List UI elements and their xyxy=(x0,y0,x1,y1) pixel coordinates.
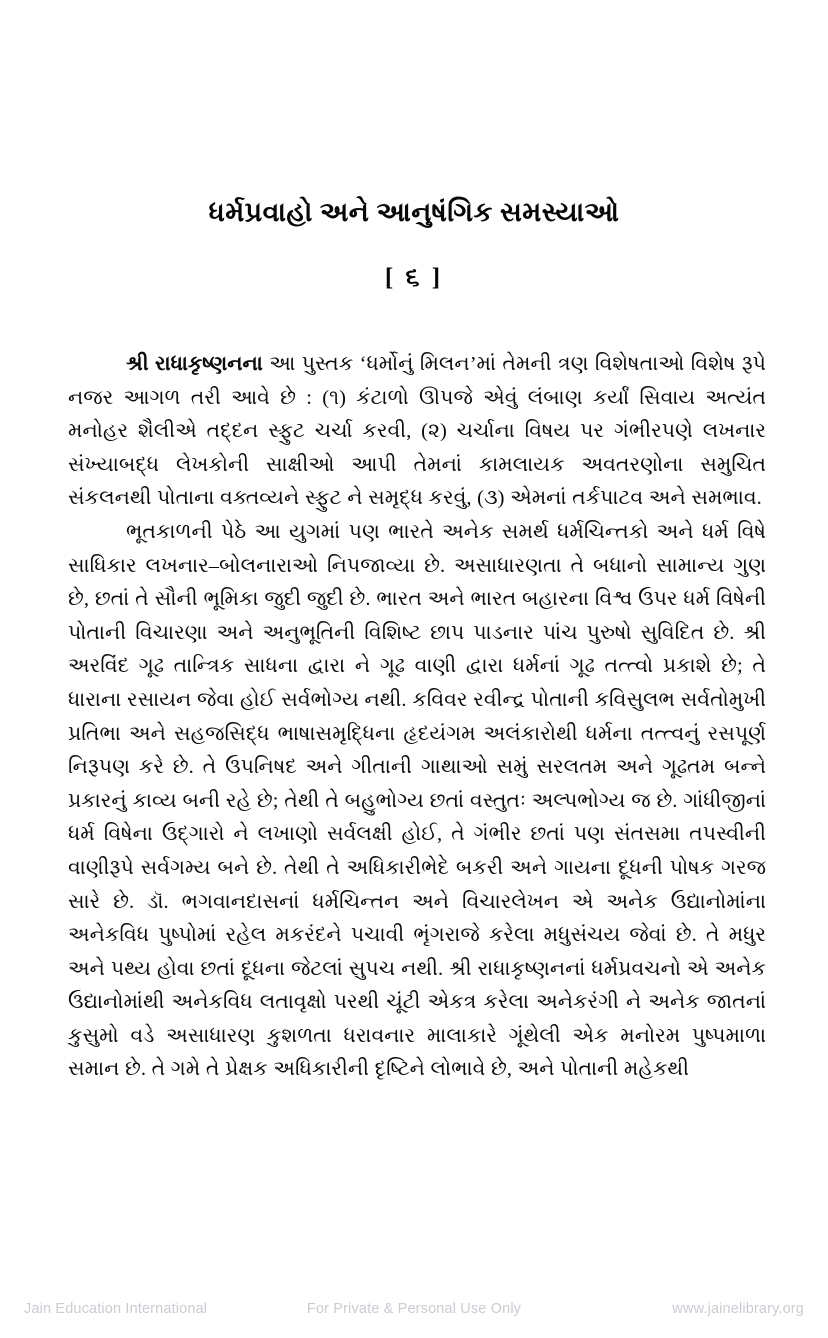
page-footer xyxy=(0,1296,828,1322)
paragraph-2 xyxy=(68,516,766,1087)
paragraph-1-text: આ પુસ્તક ‘ધર્મોનું મિલન’માં તેમની ત્રણ વિશેષતાઓ વિશેષ રૂપે નજર આગળ તરી આવે છે : (૧) કંટાળો ઊપજે એવું લંબાણ કર્યાં સિવાય અત્યંત મનોહર શૈલીએ તદ્દન સ્ફુટ ચર્ચા કરવી, (૨) ચર્ચાના વિષય પર ગંભીરપણે લખનાર સંખ્યાબદ્ધ લેખકોની સાક્ષીઓ આપી તેમનાં કામલાયક અવતરણોના સમુચિત સંકલનથી પોતાના વક્તવ્યને સ્ફુટ ને સમૃદ્ધ કરવું, (૩) એમનાં તર્કપાટવ અને સમભાવ. xyxy=(68,353,766,510)
paragraph-2-text: ભૂતકાળની પેઠે આ યુગમાં પણ ભારતે અનેક સમર્થ ધર્મચિન્તકો અને ધર્મ વિષે સાધિકાર લખનાર–બોલનારાઓ નિપજાવ્યા છે. અસાધારણતા તે બધાનો સામાન્ય ગુણ છે, છતાં તે સૌની ભૂમિકા જુદી જુદી છે. ભારત અને ભારત બહારના વિશ્વ ઉપર ધર્મ વિષેની પોતાની વિચારણા અને અનુભૂતિની વિશિષ્ટ છાપ પાડનાર પાંચ પુરુષો સુવિદિત છે. શ્રી અરવિંદ ગૂઢ તાન્ત્રિક સાધના દ્વારા ને ગૂઢ વાણી દ્વારા ધર્મનાં ગૂઢ તત્ત્વો પ્રકાશે છે; તે ધારાના રસાયન જેવા હોઈ સર્વભોગ્ય નથી. કવિવર રવીન્દ્ર પોતાની કવિસુલભ સર્વતોમુખી પ્રતિભા અને સહજસિદ્ધ ભાષાસમૃદ્ધિના હૃદયંગમ અલંકારોથી ધર્મના તત્ત્વનું રસપૂર્ણ નિરૂપણ કરે છે. તે ઉપનિષદ અને ગીતાની ગાથાઓ સમું સરલતમ અને ગૂઢતમ બન્ને પ્રકારનું કાવ્ય બની રહે છે; તેથી તે બહુભોગ્ય છતાં વસ્તુતઃ અલ્પભોગ્ય જ છે. ગાંધીજીનાં ધર્મ વિષેના ઉદ્‌ગારો ને લખાણો સર્વલક્ષી હોઈ, તે ગંભીર છતાં પણ સંતસમા તપસ્વીની વાણીરૂપે સર્વગમ્ય બને છે. તેથી તે અધિકારીભેદે બકરી અને ગાયના દૂધની પોષક ગરજ સારે છે. ડૉ. ભગવાનદાસનાં ધર્મચિન્તન અને વિચારલેખન એ અનેક ઉદ્યાનોમાંના અનેકવિધ પુષ્પોમાં રહેલ મકરંદને પચાવી ભૃંગરાજે કરેલા મધુસંચય જેવાં છે. તે મધુર અને પથ્ય હોવા છતાં દૂધના જેટલાં સુપચ નથી. શ્રી રાધાકૃષ્ણનનાં ધર્મપ્રવચનો એ અનેક ઉદ્યાનોમાંથી અનેકવિધ લતાવૃક્ષો પરથી ચૂંટી એકત્ર કરેલા અનેકરંગી ને અનેક જાતનાં કુસુમો વડે અસાધારણ કુશળતા ધરાવનાર માલાકારે ગૂંથેલી એક મનોરમ પુષ્પમાળા સમાન છે. તે ગમે તે પ્રેક્ષક અધિકારીની દૃષ્ટિને લોભાવે છે, અને પોતાની મહેકથી xyxy=(68,520,766,1081)
footer-website-url[interactable]: www.jainelibrary.org xyxy=(672,1301,804,1317)
page-title: ધર્મપ્રવાહો અને આનુષંગિક સમસ્યાઓ xyxy=(208,197,620,227)
paragraph-1-lead: શ્રી રાધાકૃષ્ણનના xyxy=(126,353,263,375)
footer-usage-notice: For Private & Personal Use Only xyxy=(306,1301,522,1317)
paragraph-1 xyxy=(68,348,766,516)
title-block xyxy=(0,196,828,292)
body-text-block xyxy=(68,348,766,1087)
chapter-marker: [ ૬ ] xyxy=(384,263,444,291)
footer-organization: Jain Education International xyxy=(24,1301,208,1317)
